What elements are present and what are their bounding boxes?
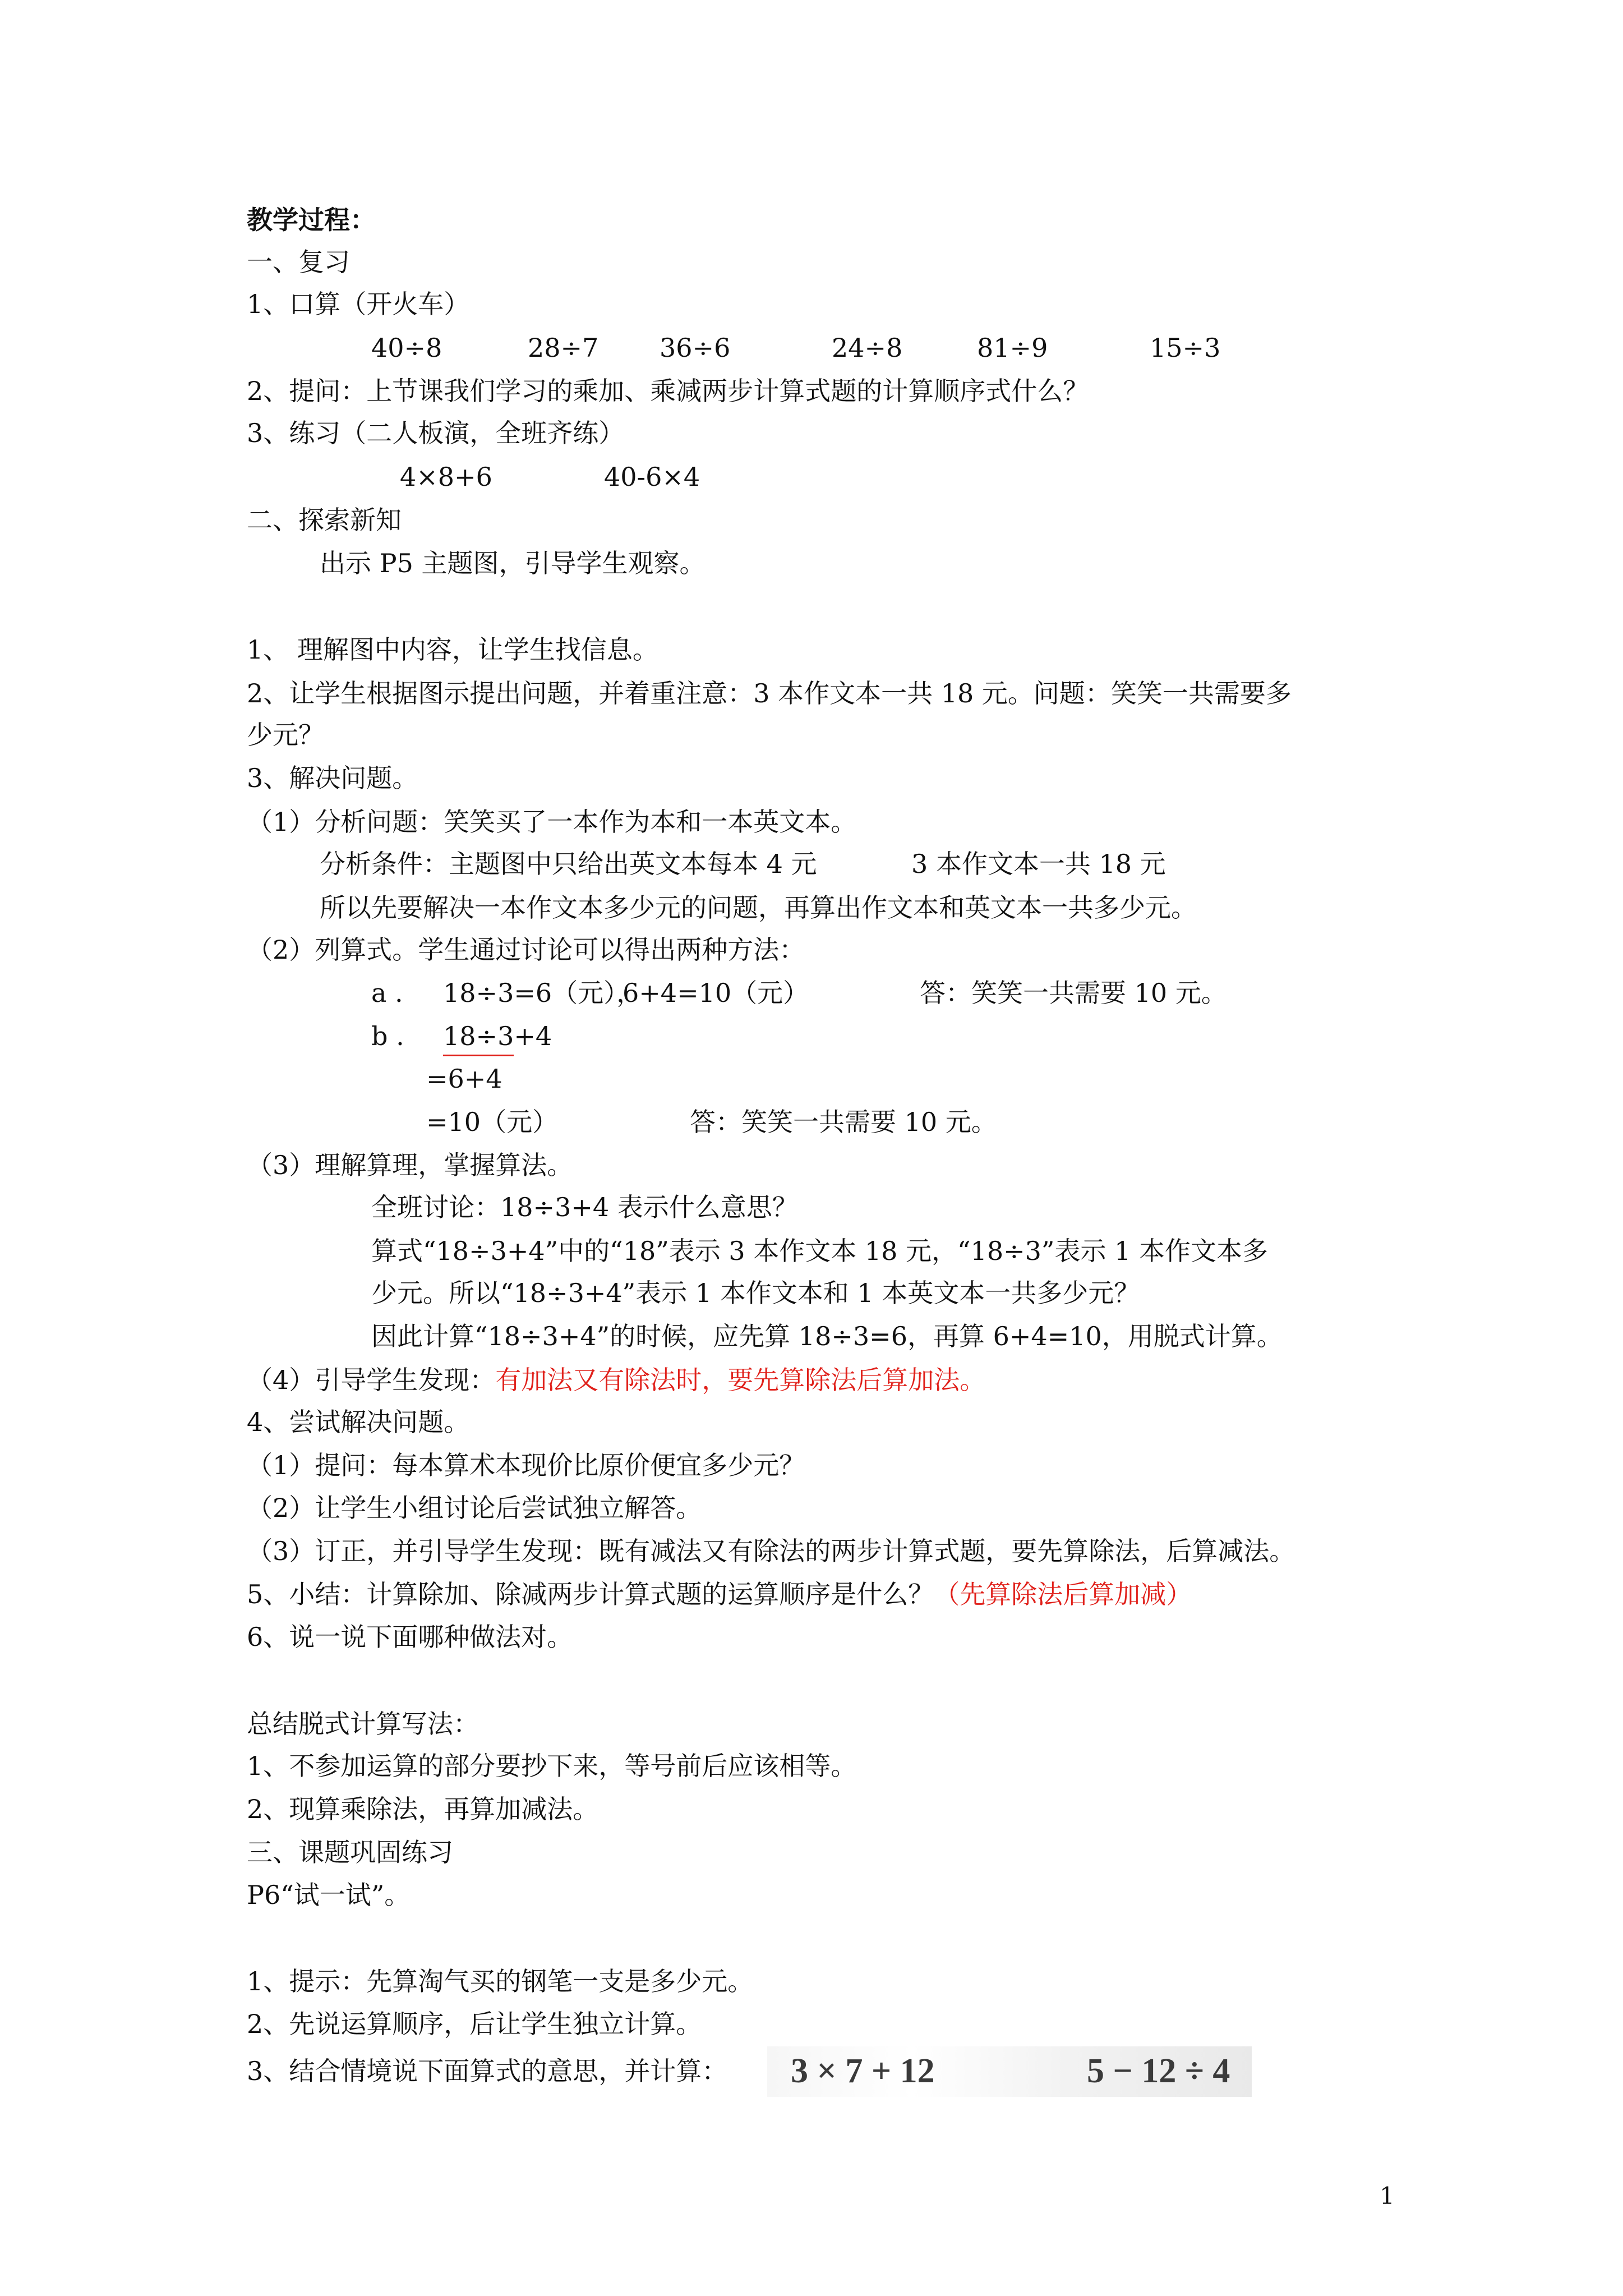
- underlined-division: 18÷3: [443, 1019, 514, 1053]
- method-b-step-1: =6+4: [426, 1064, 502, 1094]
- method-a-step-1: 18÷3=6（元），: [443, 978, 643, 1008]
- mental-calc-4: 24÷8: [832, 333, 903, 363]
- analysis-condition: 分析条件：主题图中只给出英文本每本 4 元: [320, 849, 817, 879]
- review-item-2: 2、提问：上节课我们学习的乘加、乘减两步计算式题的计算顺序式什么？: [247, 376, 1089, 406]
- explore-item-1: 1、 理解图中内容，让学生找信息。: [247, 634, 658, 665]
- practice-expr-2: 40-6×4: [604, 462, 700, 492]
- analysis-conclusion: 所以先要解决一本作文本多少元的问题，再算出作文本和英文本一共多少元。: [320, 892, 1197, 923]
- practice-reference: P6“试一试”。: [247, 1880, 411, 1910]
- mental-calc-5: 81÷9: [977, 333, 1048, 363]
- reasoning-step-3: （3）理解算理，掌握算法。: [247, 1150, 573, 1180]
- mental-calc-2: 28÷7: [528, 333, 599, 363]
- method-a-step-2: 6+4=10（元）: [623, 978, 809, 1008]
- analysis-step-1: （1）分析问题：笑笑买了一本作为本和一本英文本。: [247, 807, 857, 837]
- summary-rule-1: 1、不参加运算的部分要抄下来，等号前后应该相等。: [247, 1751, 857, 1781]
- summary-title: 总结脱式计算写法：: [247, 1709, 479, 1739]
- discovery-step-4: [247, 1363, 985, 1397]
- reasoning-explain-1: 算式“18÷3+4”中的“18”表示 3 本作文本 18 元，“18÷3”表示 1 本作文本多: [371, 1236, 1268, 1266]
- method-a-answer: 答：笑笑一共需要 10 元。: [920, 978, 1227, 1008]
- equation-step-2: （2）列算式。学生通过讨论可以得出两种方法：: [247, 935, 805, 965]
- explore-item-3: 3、解决问题。: [247, 763, 418, 793]
- analysis-condition-2: 3 本作文本一共 18 元: [911, 849, 1166, 879]
- method-b-step-2: =10（元）: [426, 1107, 559, 1137]
- practice-item-2: 2、先说运算顺序，后让学生独立计算。: [247, 2009, 702, 2039]
- summary-answer: （先算除法后算加减）: [934, 1579, 1192, 1609]
- section-review-title: 一、复习: [247, 247, 350, 277]
- mental-calc-1: 40÷8: [371, 333, 442, 363]
- explore-item-5: [247, 1577, 1192, 1611]
- formula-image: [767, 2046, 1252, 2097]
- practice-expr-1: 4×8+6: [400, 462, 492, 492]
- formula-2: 5 − 12 ÷ 4: [1087, 2052, 1230, 2090]
- explore-item-2-cont: 少元？: [247, 720, 324, 750]
- page-number: 1: [1380, 2182, 1395, 2210]
- explore-intro: 出示 P5 主题图，引导学生观察。: [320, 548, 706, 578]
- summary-rule-2: 2、现算乘除法，再算加减法。: [247, 1794, 599, 1824]
- practice-item-1: 1、提示：先算淘气买的钢笔一支是多少元。: [247, 1966, 754, 1996]
- attempt-step-1: （1）提问：每本算术本现价比原价便宜多少元？: [247, 1450, 805, 1480]
- mental-calc-6: 15÷3: [1150, 333, 1221, 363]
- discovery-rule: 有加法又有除法时，要先算除法后算加法。: [495, 1365, 986, 1395]
- section-practice-title: 三、课题巩固练习: [247, 1837, 453, 1867]
- attempt-step-2: （2）让学生小组讨论后尝试独立解答。: [247, 1493, 702, 1523]
- practice-item-3: 3、结合情境说下面算式的意思，并计算：: [247, 2056, 728, 2086]
- section-explore-title: 二、探索新知: [247, 505, 402, 535]
- method-b-plus: +4: [514, 1021, 552, 1051]
- method-b-expression: [443, 1019, 552, 1053]
- attempt-step-3: （3）订正，并引导学生发现：既有减法又有除法的两步计算式题，要先算除法，后算减法。: [247, 1536, 1295, 1566]
- discovery-label: （4）引导学生发现：: [247, 1365, 496, 1395]
- method-b-answer: 答：笑笑一共需要 10 元。: [690, 1107, 997, 1137]
- explore-item-4: 4、尝试解决问题。: [247, 1407, 470, 1437]
- reasoning-explain-2: 少元。所以“18÷3+4”表示 1 本作文本和 1 本英文本一共多少元？: [371, 1278, 1140, 1308]
- method-b-label: b .: [371, 1021, 404, 1051]
- summary-question: 5、小结：计算除加、除减两步计算式题的运算顺序是什么？: [247, 1579, 934, 1609]
- page-heading: 教学过程：: [247, 205, 376, 235]
- reasoning-explain-3: 因此计算“18÷3+4”的时候，应先算 18÷3=6，再算 6+4=10，用脱式计算。: [371, 1321, 1283, 1351]
- reasoning-discussion: 全班讨论：18÷3+4 表示什么意思？: [371, 1192, 798, 1222]
- formula-1: 3 × 7 + 12: [791, 2052, 935, 2090]
- method-a-label: a .: [371, 978, 403, 1008]
- explore-item-2: 2、让学生根据图示提出问题，并着重注意：3 本作文本一共 18 元。问题：笑笑一共需要多: [247, 678, 1292, 708]
- explore-item-6: 6、说一说下面哪种做法对。: [247, 1622, 573, 1652]
- review-item-3: 3、练习（二人板演，全班齐练）: [247, 418, 625, 448]
- mental-calc-3: 36÷6: [660, 333, 731, 363]
- review-item-1: 1、口算（开火车）: [247, 289, 470, 319]
